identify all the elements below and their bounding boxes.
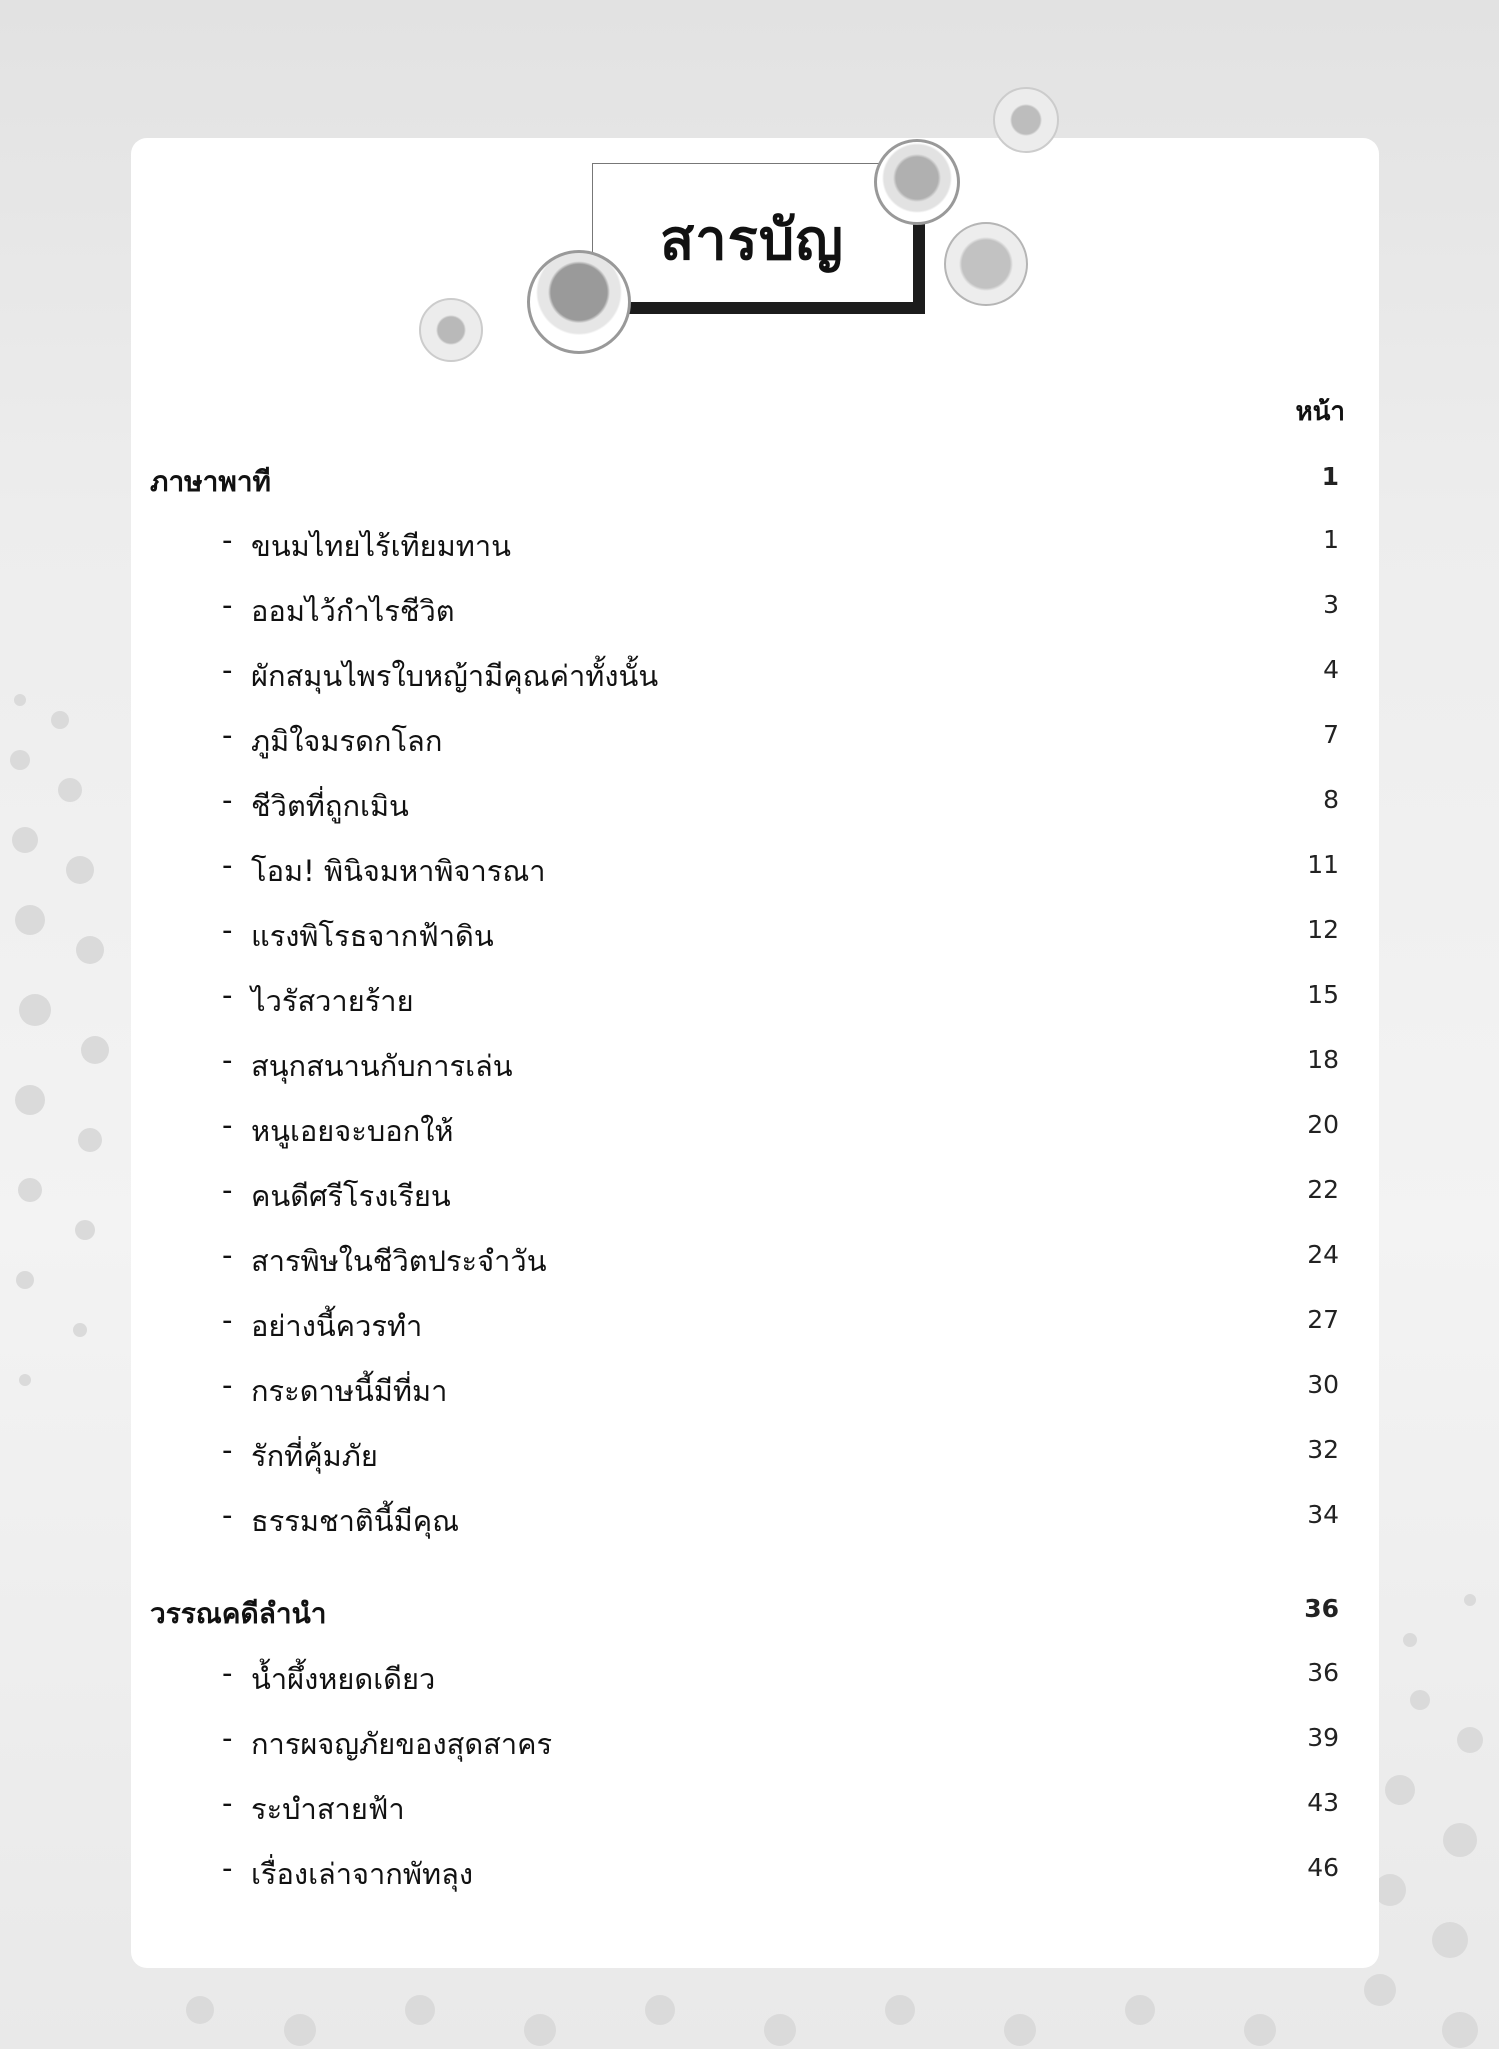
toc-page-number: 34 (1307, 1500, 1339, 1529)
decorative-bubble (944, 222, 1028, 306)
toc-item-label: ภูมิใจมรดกโลก (251, 724, 443, 758)
toc-item-label: อย่างนี้ควรทำ (251, 1309, 423, 1343)
toc-page-number: 24 (1307, 1240, 1339, 1269)
toc-item[interactable] (0, 1043, 1499, 1093)
toc-item[interactable] (0, 523, 1499, 573)
bullet-dash: - (222, 783, 233, 817)
toc-item-label: ผักสมุนไพรใบหญ้ามีคุณค่าทั้งนั้น (251, 659, 659, 693)
toc-item[interactable] (0, 1433, 1499, 1483)
toc-item[interactable] (0, 978, 1499, 1028)
toc-item-label: การผจญภัยของสุดสาคร (251, 1727, 553, 1761)
bullet-dash: - (222, 1851, 233, 1885)
toc-item-label: น้ำผึ้งหยดเดียว (251, 1662, 436, 1696)
toc-page-number: 3 (1323, 590, 1339, 619)
toc-item-label: หนูเอยจะบอกให้ (251, 1114, 454, 1148)
bullet-dash: - (222, 913, 233, 947)
decorative-bubble (527, 250, 631, 354)
bullet-dash: - (222, 1433, 233, 1467)
toc-item[interactable] (0, 1786, 1499, 1836)
toc-item-label: แรงพิโรธจากฟ้าดิน (251, 919, 494, 953)
toc-item[interactable] (0, 1368, 1499, 1418)
bullet-dash: - (222, 718, 233, 752)
toc-item[interactable] (0, 1721, 1499, 1771)
toc-page-number: 8 (1323, 785, 1339, 814)
bullet-dash: - (222, 1368, 233, 1402)
toc-page-number: 15 (1307, 980, 1339, 1009)
toc-item[interactable] (0, 1173, 1499, 1223)
bullet-dash: - (222, 1721, 233, 1755)
toc-item[interactable] (0, 848, 1499, 898)
bullet-dash: - (222, 1238, 233, 1272)
toc-page-number: 12 (1307, 915, 1339, 944)
bullet-dash: - (222, 653, 233, 687)
toc-item[interactable] (0, 1303, 1499, 1353)
toc-item[interactable] (0, 1656, 1499, 1706)
toc-item[interactable] (0, 718, 1499, 768)
toc-item-label: กระดาษนี้มีที่มา (251, 1374, 448, 1408)
toc-item-label: เรื่องเล่าจากพัทลุง (251, 1857, 474, 1891)
toc-page-number: 20 (1307, 1110, 1339, 1139)
toc-item-label: ไวรัสวายร้าย (251, 984, 414, 1018)
toc-page-number: 36 (1307, 1658, 1339, 1687)
toc-page-number: 7 (1323, 720, 1339, 749)
bullet-dash: - (222, 1173, 233, 1207)
toc-section[interactable] (0, 460, 1499, 510)
toc-item-label: รักที่คุ้มภัย (251, 1439, 378, 1473)
page-column-header: หน้า (1295, 397, 1345, 427)
toc-item[interactable] (0, 783, 1499, 833)
toc-section-title: ภาษาพาที (150, 465, 271, 498)
page-title: สารบัญ (660, 208, 844, 273)
toc-page-number: 11 (1307, 850, 1339, 879)
toc-page-number: 30 (1307, 1370, 1339, 1399)
toc-page-number: 43 (1307, 1788, 1339, 1817)
toc-page-number: 18 (1307, 1045, 1339, 1074)
toc-item[interactable] (0, 1238, 1499, 1288)
toc-page-number: 46 (1307, 1853, 1339, 1882)
toc-page-number: 27 (1307, 1305, 1339, 1334)
toc-section[interactable] (0, 1592, 1499, 1642)
bullet-dash: - (222, 523, 233, 557)
toc-item-label: ระบำสายฟ้า (251, 1792, 405, 1826)
bullet-dash: - (222, 1108, 233, 1142)
decorative-bubble (993, 87, 1059, 153)
toc-item[interactable] (0, 1108, 1499, 1158)
bullet-dash: - (222, 978, 233, 1012)
toc-page-number: 39 (1307, 1723, 1339, 1752)
toc-item-label: ชีวิตที่ถูกเมิน (251, 789, 409, 823)
decorative-bubble (874, 139, 960, 225)
toc-item-label: ขนมไทยไร้เทียมทาน (251, 529, 511, 563)
bullet-dash: - (222, 1656, 233, 1690)
bullet-dash: - (222, 588, 233, 622)
toc-item-label: สารพิษในชีวิตประจำวัน (251, 1244, 547, 1278)
toc-item[interactable] (0, 913, 1499, 963)
bullet-dash: - (222, 1043, 233, 1077)
toc-section-title: วรรณคดีลำนำ (150, 1597, 327, 1630)
bullet-dash: - (222, 1498, 233, 1532)
toc-page-number: 22 (1307, 1175, 1339, 1204)
toc-item[interactable] (0, 1851, 1499, 1901)
toc-item-label: คนดีศรีโรงเรียน (251, 1179, 451, 1213)
bullet-dash: - (222, 848, 233, 882)
toc-page-number: 1 (1323, 525, 1339, 554)
toc-page-number: 36 (1304, 1594, 1339, 1623)
bullet-dash: - (222, 1303, 233, 1337)
toc-item-label: สนุกสนานกับการเล่น (251, 1049, 513, 1083)
toc-item-label: ออมไว้กำไรชีวิต (251, 594, 455, 628)
toc-page-number: 32 (1307, 1435, 1339, 1464)
decorative-bubble (419, 298, 483, 362)
toc-item[interactable] (0, 588, 1499, 638)
toc-page-number: 4 (1323, 655, 1339, 684)
toc-item-label: ธรรมชาตินี้มีคุณ (251, 1504, 460, 1538)
bullet-dash: - (222, 1786, 233, 1820)
toc-item[interactable] (0, 1498, 1499, 1548)
toc-item-label: โอม! พินิจมหาพิจารณา (251, 854, 546, 888)
toc-item[interactable] (0, 653, 1499, 703)
toc-page-number: 1 (1321, 462, 1339, 491)
